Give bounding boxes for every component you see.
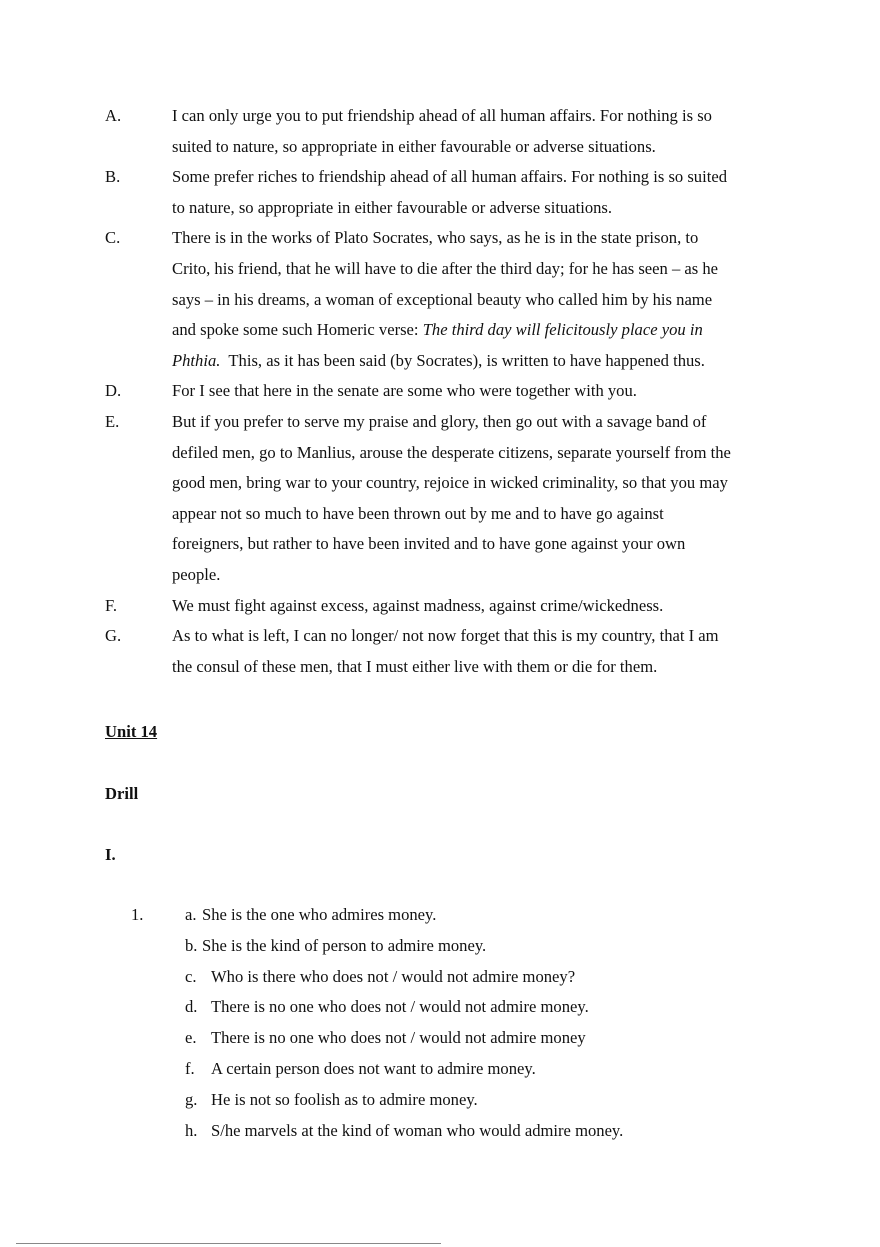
text-segment: I can only urge you to put friendship ahead of all human affairs. For nothing is so bbox=[172, 106, 712, 125]
subitem-text: She is the kind of person to admire money. bbox=[202, 935, 487, 955]
subitem-text: There is no one who does not / would not admire money bbox=[211, 1028, 586, 1048]
italic-quote: Phthia. bbox=[172, 350, 221, 370]
answer-text-line bbox=[172, 443, 731, 463]
text-segment: Some prefer riches to friendship ahead of all human affairs. For nothing is so suited bbox=[172, 167, 727, 187]
subitem-text: He is not so foolish as to admire money. bbox=[211, 1089, 478, 1109]
answer-text-line bbox=[172, 412, 706, 432]
text-segment: Crito, his friend, that he will have to die after the third day; for he has seen – as he bbox=[172, 259, 719, 278]
subitem-text: A certain person does not want to admire money. bbox=[211, 1059, 536, 1078]
text-segment: There is in the works of Plato Socrates, who says, as he is in the state prison, to bbox=[172, 228, 699, 248]
answer-text-line bbox=[172, 259, 718, 279]
text-segment: suited to nature, so appropriate in either favourable or adverse situations. bbox=[172, 136, 656, 156]
text-segment: good men, bring war to your country, rejoice in wicked criminality, so that you may bbox=[172, 473, 728, 493]
subitem-text: There is no one who does not / would not admire money. bbox=[211, 997, 589, 1017]
answer-label: G. bbox=[105, 626, 122, 646]
text-segment: to nature, so appropriate in either favourable or adverse situations. bbox=[172, 197, 613, 217]
italic-quote: The third day will felicitously place you in bbox=[422, 320, 703, 340]
text-segment: As to what is left, I can no longer/ not now forget that this is my country, that I am bbox=[172, 626, 719, 646]
subitem-letter: g. bbox=[185, 1089, 198, 1109]
answer-text-line bbox=[172, 198, 612, 218]
subitem-text: Who is there who does not / would not admire money? bbox=[211, 966, 576, 986]
answer-text-line bbox=[172, 565, 220, 585]
text-segment: foreigners, but rather to have been invited and to have gone against your own bbox=[172, 534, 686, 554]
text-segment: But if you prefer to serve my praise and glory, then go out with a savage band of bbox=[172, 412, 707, 431]
unit-heading: Unit 14 bbox=[105, 722, 158, 741]
subitem-letter: a. bbox=[185, 905, 197, 924]
subitem-letter: c. bbox=[185, 966, 197, 986]
answer-text-line bbox=[172, 657, 657, 677]
answer-text-line bbox=[172, 290, 712, 310]
subitem-letter: f. bbox=[185, 1059, 195, 1078]
answer-text-line bbox=[172, 596, 663, 616]
subitem-text: She is the one who admires money. bbox=[202, 905, 437, 924]
answer-label: C. bbox=[105, 228, 121, 248]
drill-heading: Drill bbox=[105, 784, 139, 803]
answer-text-line bbox=[172, 106, 712, 126]
text-segment: defiled men, go to Manlius, arouse the desperate citizens, separate yourself from the bbox=[172, 442, 731, 462]
answer-text-line bbox=[172, 534, 685, 554]
text-segment: people. bbox=[172, 565, 221, 584]
text-segment: the consul of these men, that I must either live with them or die for them. bbox=[172, 656, 658, 676]
subitem-letter: h. bbox=[185, 1120, 198, 1140]
text-segment: and spoke some such Homeric verse: bbox=[172, 320, 423, 340]
text-segment: appear not so much to have been thrown out by me and to have go against bbox=[172, 503, 664, 523]
answer-label: E. bbox=[105, 412, 120, 431]
subitem-letter: e. bbox=[185, 1028, 197, 1048]
subitem-text: S/he marvels at the kind of woman who would admire money. bbox=[211, 1120, 624, 1140]
answer-text-line bbox=[172, 381, 637, 401]
subitem-letter: b. bbox=[185, 935, 198, 955]
answer-text-line bbox=[172, 626, 719, 646]
text-segment: For I see that here in the senate are some who were together with you. bbox=[172, 381, 637, 401]
answer-text-line bbox=[172, 351, 705, 371]
text-segment: We must fight against excess, against madness, against crime/wickedness. bbox=[172, 595, 664, 615]
footnote-separator bbox=[16, 1243, 441, 1244]
answer-label: A. bbox=[105, 106, 122, 125]
answer-text-line bbox=[172, 167, 727, 187]
answer-text-line bbox=[172, 504, 664, 524]
section-heading: I. bbox=[105, 845, 116, 864]
answer-text-line bbox=[172, 473, 728, 493]
subitem-letter: d. bbox=[185, 997, 198, 1017]
answer-text-line bbox=[172, 320, 703, 340]
answer-text-line bbox=[172, 228, 698, 248]
answer-label: B. bbox=[105, 167, 121, 187]
answer-label: D. bbox=[105, 381, 122, 401]
text-segment: This, as it has been said (by Socrates), is written to have happened thus. bbox=[220, 350, 705, 370]
answer-text-line bbox=[172, 137, 656, 157]
answer-label: F. bbox=[105, 595, 118, 615]
drill-item-number: 1. bbox=[131, 905, 144, 924]
text-segment: says – in his dreams, a woman of exceptional beauty who called him by his name bbox=[172, 289, 713, 309]
